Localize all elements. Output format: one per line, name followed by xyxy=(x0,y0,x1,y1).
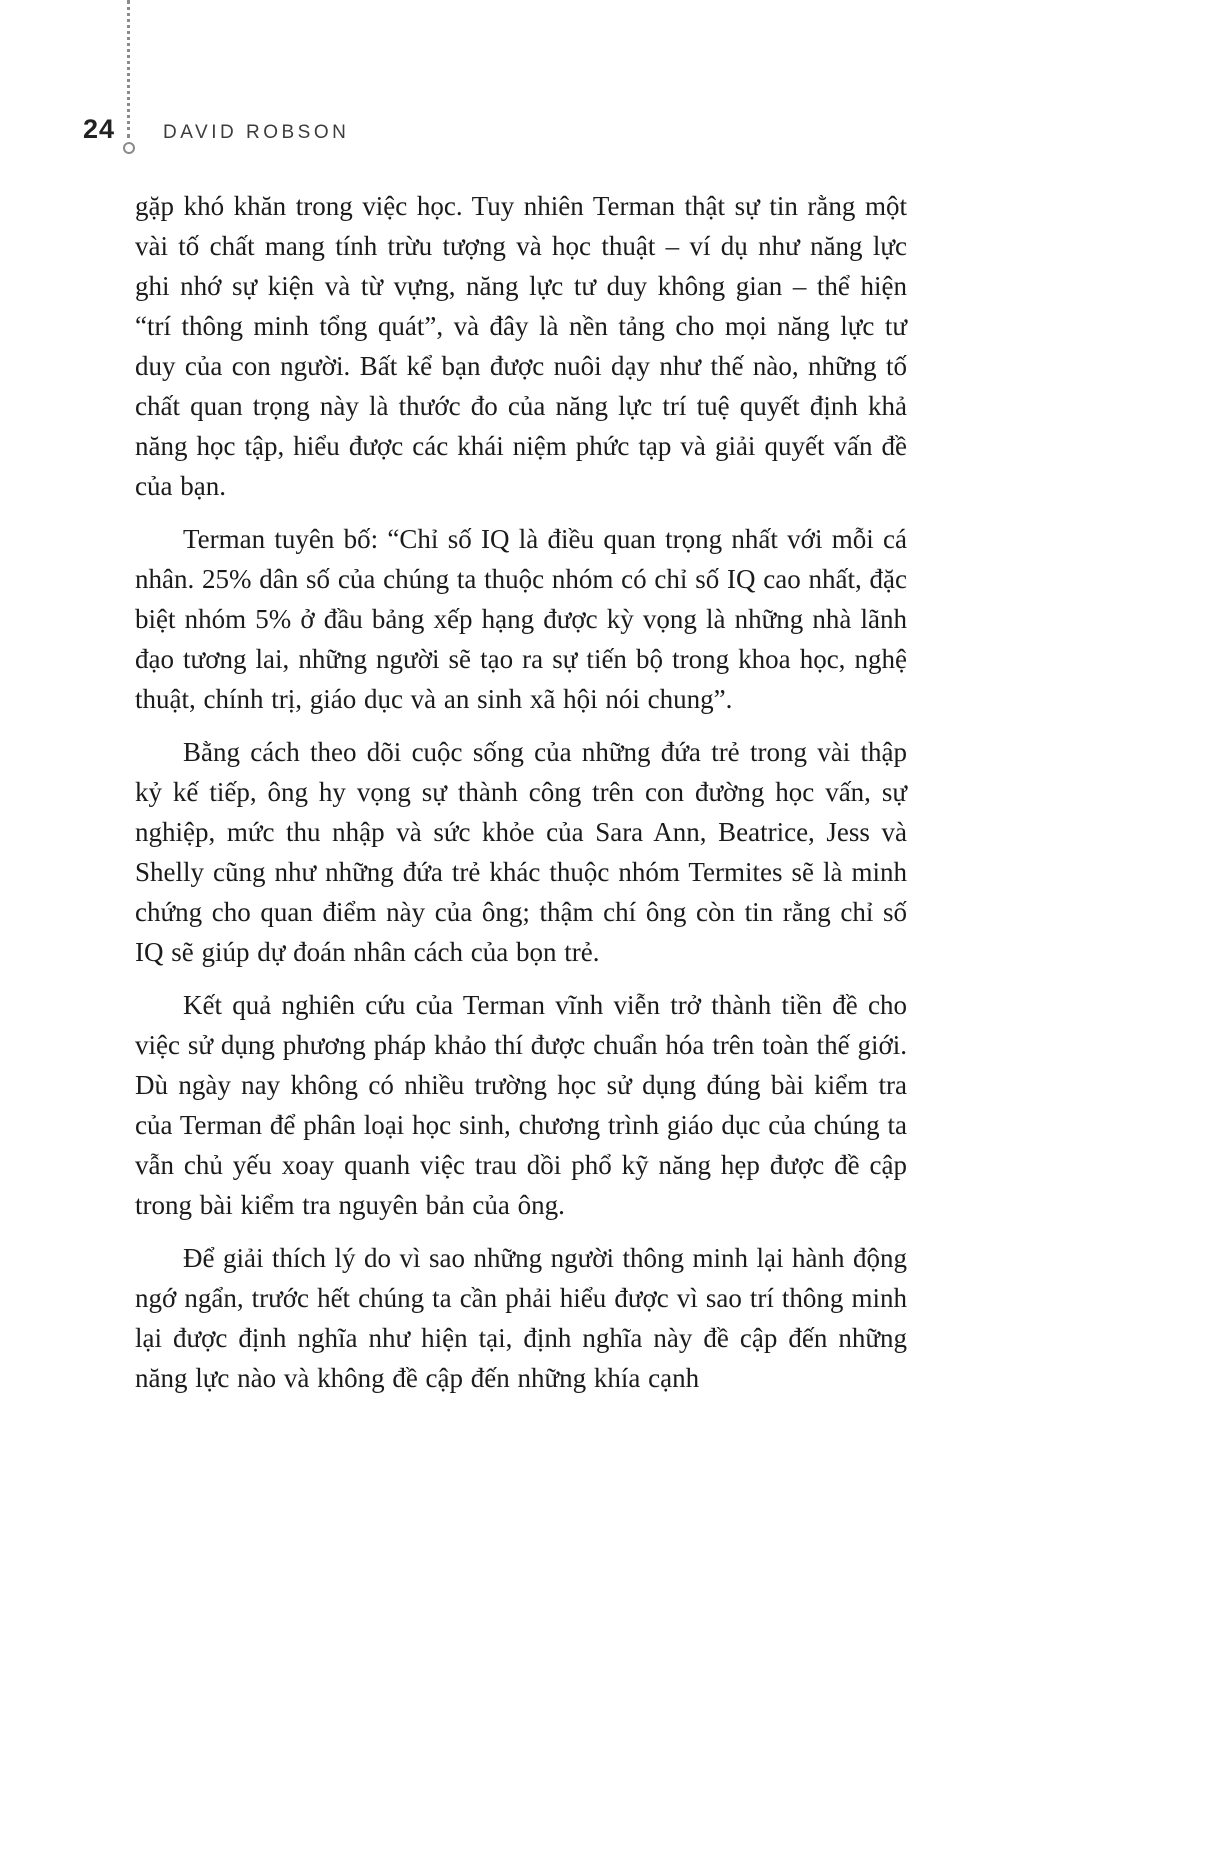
paragraph: Bằng cách theo dõi cuộc sống của những đứa trẻ trong vài thập kỷ kế tiếp, ông hy vọng sự thành công trên con đường học vấn, sự nghiệp, mức thu nhập và sức khỏe của Sara Ann, Beatrice, Jess và Shelly cũng như những đứa trẻ khác thuộc nhóm Termites sẽ là minh chứng cho quan điểm này của ông; thậm chí ông còn tin rằng chỉ số IQ sẽ giúp dự đoán nhân cách của bọn trẻ. xyxy=(135,737,907,967)
paragraph: Kết quả nghiên cứu của Terman vĩnh viễn trở thành tiền đề cho việc sử dụng phương pháp khảo thí được chuẩn hóa trên toàn thế giới. Dù ngày nay không có nhiều trường học sử dụng đúng bài kiểm tra của Terman để phân loại học sinh, chương trình giáo dục của chúng ta vẫn chủ yếu xoay quanh việc trau dồi phổ kỹ năng hẹp được đề cập trong bài kiểm tra nguyên bản của ông. xyxy=(135,990,907,1220)
paragraph: gặp khó khăn trong việc học. Tuy nhiên Terman thật sự tin rằng một vài tố chất mang tính trừu tượng và học thuật – ví dụ như năng lực ghi nhớ sự kiện và từ vựng, năng lực tư duy không gian – thể hiện “trí thông minh tổng quát”, và đây là nền tảng cho mọi năng lực tư duy của con người. Bất kể bạn được nuôi dạy như thế nào, những tố chất quan trọng này là thước đo của năng lực trí tuệ quyết định khả năng học tập, hiểu được các khái niệm phức tạp và giải quyết vấn đề của bạn. xyxy=(135,191,907,501)
body-text xyxy=(135,186,907,1411)
running-header xyxy=(83,114,983,145)
page-number: 24 xyxy=(83,114,116,144)
running-title: DAVID ROBSON xyxy=(163,122,350,143)
paragraph: Terman tuyên bố: “Chỉ số IQ là điều quan trọng nhất với mỗi cá nhân. 25% dân số của chúng ta thuộc nhóm có chỉ số IQ cao nhất, đặc biệt nhóm 5% ở đầu bảng xếp hạng được kỳ vọng là những nhà lãnh đạo tương lai, những người sẽ tạo ra sự tiến bộ trong khoa học, nghệ thuật, chính trị, giáo dục và an sinh xã hội nói chung”. xyxy=(135,524,907,714)
paragraph: Để giải thích lý do vì sao những người thông minh lại hành động ngớ ngẩn, trước hết chúng ta cần phải hiểu được vì sao trí thông minh lại được định nghĩa như hiện tại, định nghĩa này đề cập đến những năng lực nào và không đề cập đến những khía cạnh xyxy=(135,1243,907,1393)
